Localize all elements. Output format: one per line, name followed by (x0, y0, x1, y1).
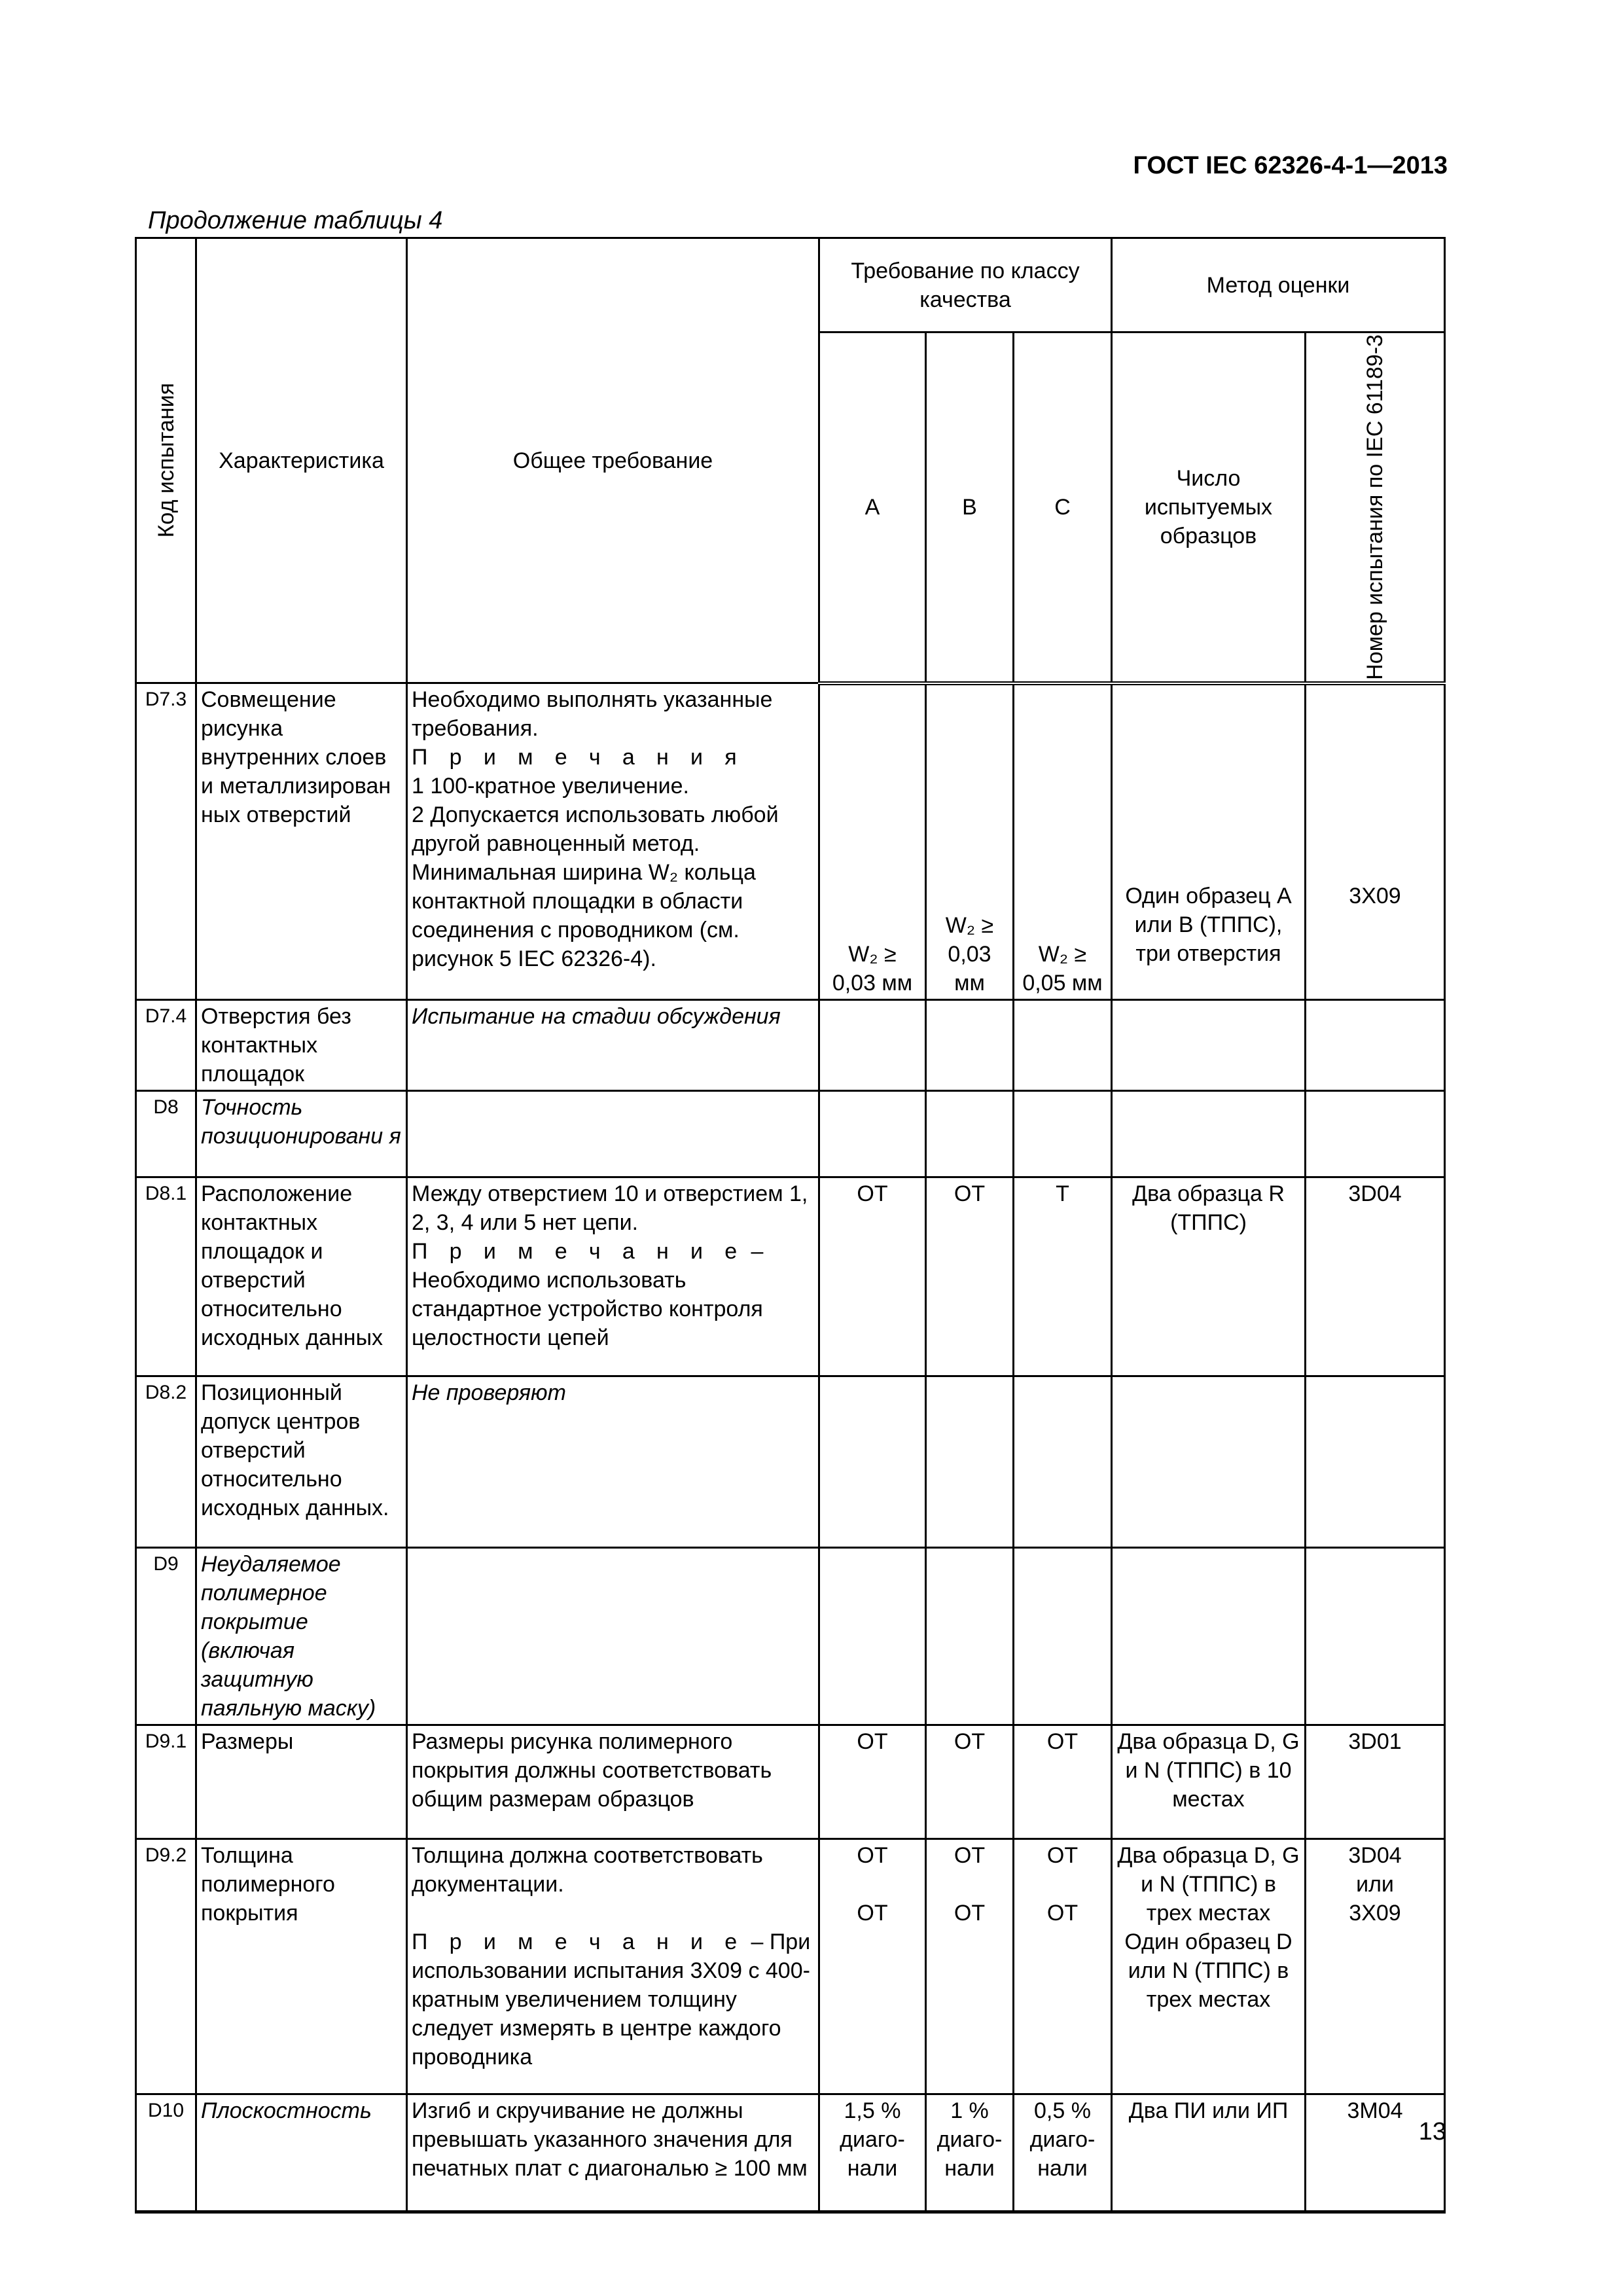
row-sample-count: Один образец A или B (ТППС), три отверстия (1112, 683, 1306, 1000)
row-sample-count (1112, 1091, 1306, 1177)
row-code: D10 (136, 2094, 196, 2212)
note-block (412, 1928, 814, 2072)
table-row (136, 1091, 1445, 1177)
table-row (136, 683, 1445, 1000)
test-number-1: 3D04 (1348, 1843, 1402, 1869)
row-class-a (819, 1839, 926, 2094)
note-text: 1 100-кратное увеличение. 2 Допускается использовать любой другой равноценный метод. Минимальная ширина W₂ кольца контактной площадки в области соединения с проводником (см. рисунок 5 IEC 62326-4). (412, 774, 779, 972)
row-class-a: ОТ (819, 1725, 926, 1839)
table-row (136, 1177, 1445, 1376)
row-code: D9.1 (136, 1725, 196, 1839)
row-class-b (926, 1376, 1014, 1548)
row-code: D8.2 (136, 1376, 196, 1548)
row-code: D9 (136, 1548, 196, 1725)
row-code: D7.4 (136, 1000, 196, 1091)
row-characteristic: Плоскостность (196, 2094, 407, 2212)
header-class-requirement: Требование по классу качества (819, 238, 1112, 332)
row-code: D7.3 (136, 683, 196, 1000)
row-class-c: ОТ (1014, 1725, 1112, 1839)
row-class-b (926, 1091, 1014, 1177)
row-characteristic: Совмещение рисунка внутренних слоев и металлизирован ных отверстий (196, 683, 407, 1000)
header-evaluation-method: Метод оценки (1112, 238, 1445, 332)
header-class-c: C (1014, 332, 1112, 683)
row-class-a: 1,5 % диаго-нали (819, 2094, 926, 2212)
note-heading: П р и м е ч а н и я (412, 745, 745, 770)
row-class-c (1014, 1839, 1112, 2094)
samples-option-1: Два образца D, G и N (ТППС) в трех местах (1117, 1843, 1300, 1926)
class-a-value-2: ОТ (857, 1901, 888, 1926)
header-code-cell (136, 238, 196, 683)
header-class-a: A (819, 332, 926, 683)
row-class-a: ОТ (819, 1177, 926, 1376)
requirement-text: Необходимо выполнять указанные требования. (412, 687, 773, 742)
row-class-a (819, 1376, 926, 1548)
table-row (136, 1725, 1445, 1839)
row-code: D8.1 (136, 1177, 196, 1376)
row-test-number (1306, 1548, 1445, 1725)
note-text: – Необходимо использовать стандартное устройство контроля целостности цепей (412, 1239, 764, 1351)
header-test-number: Номер испытания по IEC 61189-3 (1363, 334, 1387, 680)
row-class-c (1014, 1548, 1112, 1725)
header-sample-count: Число испытуемых образцов (1112, 332, 1306, 683)
row-class-c (1014, 1000, 1112, 1091)
row-sample-count: Два образца R (ТППС) (1112, 1177, 1306, 1376)
row-class-a: W₂ ≥ 0,03 мм (819, 683, 926, 1000)
table-row (136, 1839, 1445, 2094)
note-heading: П р и м е ч а н и е (412, 1929, 745, 1955)
row-code: D9.2 (136, 1839, 196, 2094)
note-text: – При использовании испытания 3X09 с 400-кратным увеличением толщину следует измерять в центре каждого проводника (412, 1929, 811, 2070)
row-characteristic: Точность позиционировани я (196, 1091, 407, 1177)
row-general-requirement: Не проверяют (407, 1376, 819, 1548)
row-class-c: W₂ ≥ 0,05 мм (1014, 683, 1112, 1000)
row-class-c: Т (1014, 1177, 1112, 1376)
row-sample-count (1112, 1839, 1306, 2094)
row-characteristic: Неудаляемое полимерное покрытие (включая защитную паяльную маску) (196, 1548, 407, 1725)
row-general-requirement (407, 1548, 819, 1725)
row-test-number: 3D01 (1306, 1725, 1445, 1839)
row-test-number: 3X09 (1306, 683, 1445, 1000)
row-general-requirement: Размеры рисунка полимерного покрытия должны соответствовать общим размерам образцов (407, 1725, 819, 1839)
header-general-requirement: Общее требование (407, 238, 819, 683)
row-sample-count: Два образца D, G и N (ТППС) в 10 местах (1112, 1725, 1306, 1839)
class-b-value-2: ОТ (954, 1901, 986, 1926)
page-number: 13 (1418, 2118, 1446, 2145)
row-sample-count (1112, 1376, 1306, 1548)
row-class-a (819, 1548, 926, 1725)
table-row (136, 1376, 1445, 1548)
row-general-requirement (407, 683, 819, 1000)
row-class-a (819, 1000, 926, 1091)
row-characteristic: Отверстия без контактных площадок (196, 1000, 407, 1091)
document-code: ГОСТ IEC 62326-4-1—2013 (1133, 152, 1448, 179)
row-general-requirement: Изгиб и скручивание не должны превышать указанного значения для печатных плат с диагональю ≥ 100 мм (407, 2094, 819, 2212)
requirement-text: Между отверстием 10 и отверстием 1, 2, 3, 4 или 5 нет цепи. (412, 1181, 808, 1236)
row-class-b (926, 1000, 1014, 1091)
row-class-c (1014, 1091, 1112, 1177)
table-row (136, 1000, 1445, 1091)
table-row (136, 1548, 1445, 1725)
row-class-b: ОТ (926, 1725, 1014, 1839)
row-general-requirement (407, 1839, 819, 2094)
header-test-number-cell (1306, 332, 1445, 683)
row-class-b: W₂ ≥ 0,03 мм (926, 683, 1014, 1000)
row-characteristic: Толщина полимерного покрытия (196, 1839, 407, 2094)
header-code: Код испытания (153, 383, 179, 538)
test-number-2: 3X09 (1349, 1901, 1401, 1926)
test-number-or: или (1356, 1872, 1394, 1897)
row-test-number (1306, 1839, 1445, 2094)
row-general-requirement (407, 1091, 819, 1177)
row-test-number (1306, 1091, 1445, 1177)
row-class-c: 0,5 % диаго-нали (1014, 2094, 1112, 2212)
requirements-table (135, 237, 1446, 2214)
row-test-number: 3D04 (1306, 1177, 1445, 1376)
row-characteristic: Размеры (196, 1725, 407, 1839)
header-class-b: B (926, 332, 1014, 683)
row-sample-count (1112, 1000, 1306, 1091)
row-class-b (926, 1839, 1014, 2094)
class-c-value-2: ОТ (1046, 1901, 1079, 1926)
table-row (136, 2094, 1445, 2212)
row-class-b: 1 % диаго-нали (926, 2094, 1014, 2212)
row-class-a (819, 1091, 926, 1177)
note-heading: П р и м е ч а н и е (412, 1239, 745, 1265)
row-test-number (1306, 1376, 1445, 1548)
samples-option-2: Один образец D или N (ТППС) в трех местах (1124, 1929, 1293, 2013)
row-class-b: ОТ (926, 1177, 1014, 1376)
row-general-requirement (407, 1177, 819, 1376)
row-characteristic: Позиционный допуск центров отверстий относительно исходных данных. (196, 1376, 407, 1548)
note-block (412, 1237, 814, 1352)
row-sample-count: Два ПИ или ИП (1112, 2094, 1306, 2212)
row-code: D8 (136, 1091, 196, 1177)
class-c-value-1: ОТ (1046, 1843, 1079, 1869)
row-class-b (926, 1548, 1014, 1725)
row-test-number: 3M04 (1306, 2094, 1445, 2212)
row-test-number (1306, 1000, 1445, 1091)
row-class-c (1014, 1376, 1112, 1548)
requirement-text: Толщина должна соответствовать документации. (412, 1843, 763, 1897)
table-caption: Продолжение таблицы 4 (148, 207, 443, 234)
row-characteristic: Расположение контактных площадок и отверстий относительно исходных данных (196, 1177, 407, 1376)
row-sample-count (1112, 1548, 1306, 1725)
row-general-requirement: Испытание на стадии обсуждения (407, 1000, 819, 1091)
header-characteristic: Характеристика (196, 238, 407, 683)
class-a-value-1: ОТ (857, 1843, 888, 1869)
class-b-value-1: ОТ (954, 1843, 986, 1869)
